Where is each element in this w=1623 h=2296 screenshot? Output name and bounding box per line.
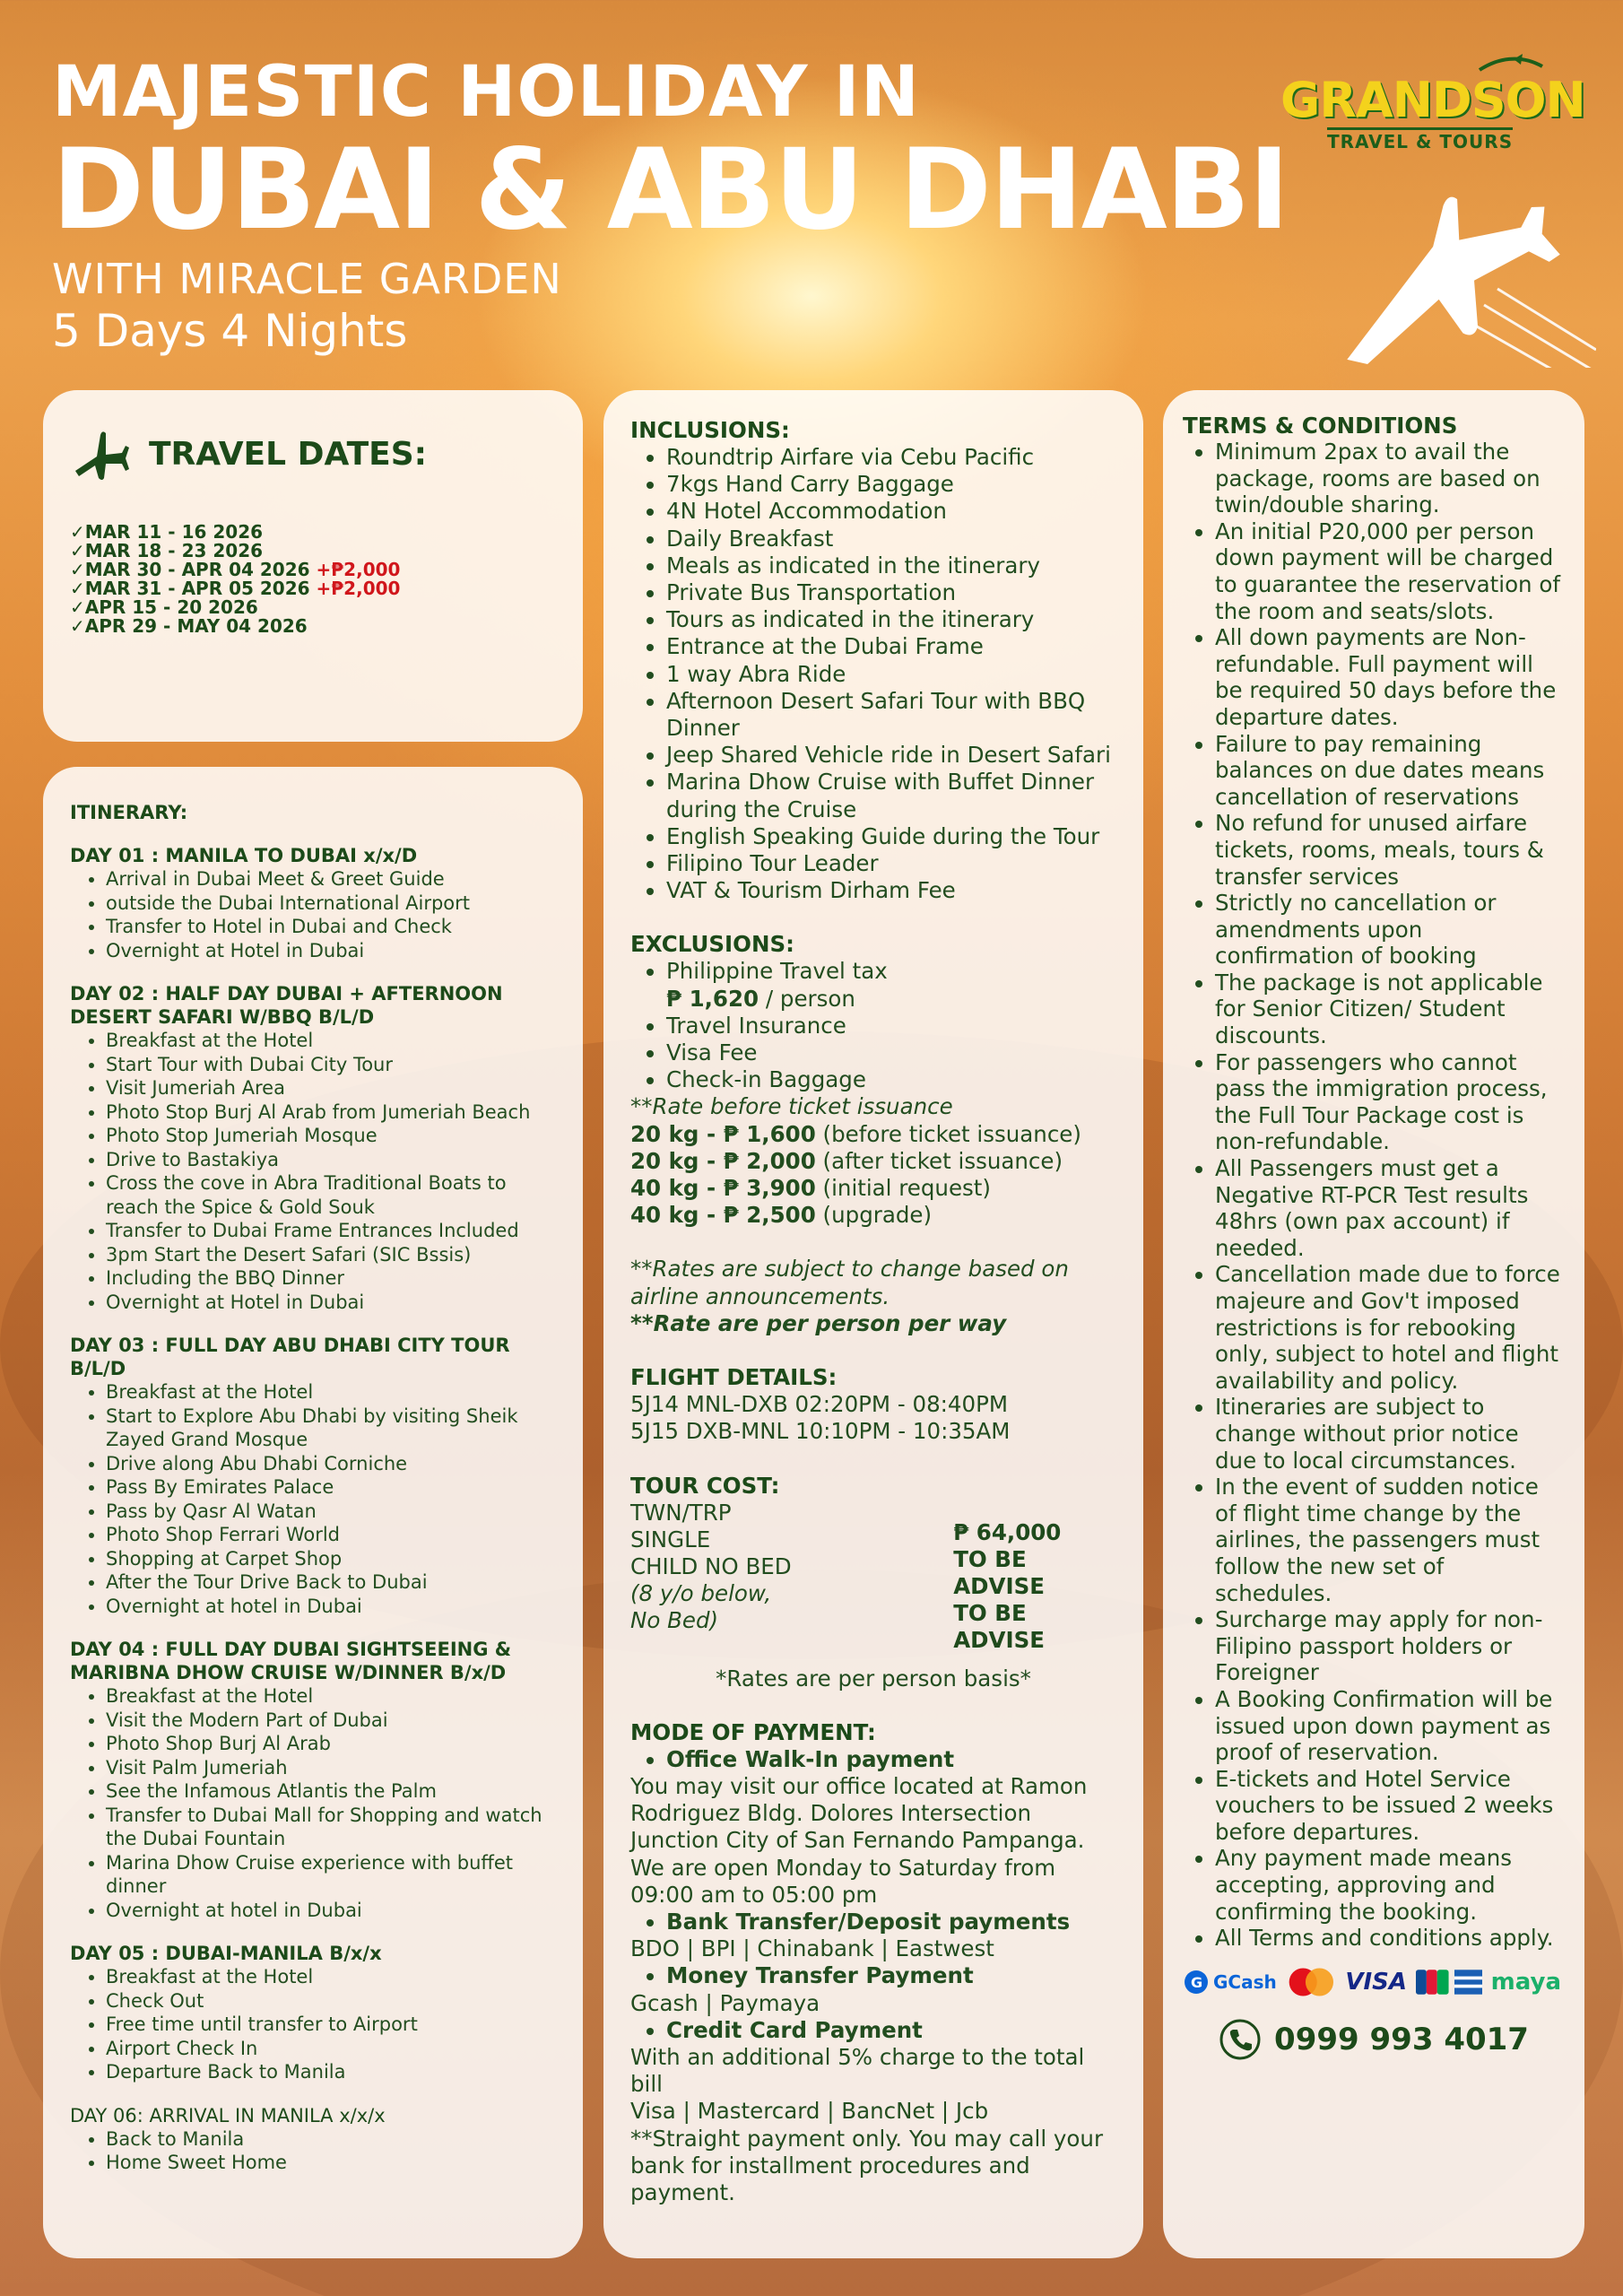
travel-date-item: ✓MAR 18 - 23 2026 xyxy=(70,540,264,561)
list-item: • All Passengers must get a Negative RT-PCR Test results 48hrs (own pax account) if needed. xyxy=(1215,1155,1565,1261)
payment-text: BDO | BPI | Chinabank | Eastwest xyxy=(630,1935,994,1962)
list-item: • Overnight at hotel in Dubai xyxy=(106,1595,556,1619)
list-item: • English Speaking Guide during the Tour xyxy=(666,823,1116,850)
list-item: • Breakfast at the Hotel xyxy=(106,1029,556,1053)
list-item: • The package is not applicable for Senior Citizen/ Student discounts. xyxy=(1215,970,1565,1049)
phone-number[interactable]: 0999 993 4017 xyxy=(1274,2021,1529,2057)
cost-price: TO BE ADVISE xyxy=(953,1545,1045,1599)
list-item: • Airport Check In xyxy=(106,2037,556,2061)
terms-panel xyxy=(1163,390,1584,2258)
list-item: • Breakfast at the Hotel xyxy=(106,1684,556,1709)
list-item: • Drive to Bastakiya xyxy=(106,1148,556,1172)
cost-label: SINGLE xyxy=(630,1526,711,1552)
contact-phone[interactable] xyxy=(1183,2018,1565,2061)
payment-method: • Money Transfer Payment xyxy=(666,1962,1116,1989)
list-item: • Minimum 2pax to avail the package, rooms are based on twin/double sharing. xyxy=(1215,439,1565,518)
logo-subtext: TRAVEL & TOURS xyxy=(1327,127,1513,152)
list-item: • Surcharge may apply for non-Filipino passport holders or Foreigner xyxy=(1215,1606,1565,1686)
list-item: • Transfer to Dubai Mall for Shopping and watch the Dubai Fountain xyxy=(106,1804,556,1851)
list-item: • Jeep Shared Vehicle ride in Desert Safari xyxy=(666,742,1116,769)
list-item: • Drive along Abu Dhabi Corniche xyxy=(106,1452,556,1476)
tour-cost-title: TOUR COST: xyxy=(630,1472,780,1499)
baggage-rate: 20 kg - ₱ 1,600 (before ticket issuance) xyxy=(630,1120,1081,1147)
list-item: • Visit Palm Jumeriah xyxy=(106,1756,556,1780)
list-item: • Strictly no cancellation or amendments upon confirmation of booking xyxy=(1215,890,1565,970)
payment-text: You may visit our office located at Ramon Rodriguez Bldg. Dolores Intersection Junction City of San Fernando Pampanga. We are open Monday to Saturday from 09:00 am to 05:00 pm xyxy=(630,1772,1088,1908)
payment-method: • Office Walk-In payment xyxy=(666,1746,1116,1773)
child-note: (8 y/o below, No Bed) xyxy=(630,1580,772,1634)
airplane-icon xyxy=(70,426,133,482)
svg-text:G: G xyxy=(1191,1973,1203,1991)
payment-text: With an additional 5% charge to the total bill xyxy=(630,2043,1085,2098)
visa-logo: VISA xyxy=(1345,1968,1408,1996)
list-item: • For passengers who cannot pass the immigration process, the Full Tour Package cost is non-refundable. xyxy=(1215,1049,1565,1155)
payment-title: MODE OF PAYMENT: xyxy=(630,1718,876,1745)
flight-line: 5J15 DXB-MNL 10:10PM - 10:35AM xyxy=(630,1418,1011,1445)
title-line4: 5 Days 4 Nights xyxy=(52,305,408,357)
list-item: • Free time until transfer to Airport xyxy=(106,2013,556,2037)
list-item: • Marina Dhow Cruise with Buffet Dinner during the Cruise xyxy=(666,769,1116,822)
list-item: • Entrance at the Dubai Frame xyxy=(666,633,1116,660)
itinerary-day xyxy=(70,1942,556,2084)
list-item: • Photo Shop Burj Al Arab xyxy=(106,1732,556,1756)
travel-dates-list xyxy=(70,523,556,636)
itinerary-day xyxy=(70,982,556,1314)
list-item: • A Booking Confirmation will be issued upon down payment as proof of reservation. xyxy=(1215,1686,1565,1766)
list-item: • Photo Stop Burj Al Arab from Jumeriah Beach xyxy=(106,1100,556,1125)
list-item: • Any payment made means accepting, approving and confirming the booking. xyxy=(1215,1845,1565,1925)
per-way-note: **Rate are per person per way xyxy=(630,1309,1007,1336)
itinerary-day xyxy=(70,844,556,962)
list-item: • Meals as indicated in the itinerary xyxy=(666,552,1116,579)
airplane-icon xyxy=(1309,188,1596,368)
list-item: • 4N Hotel Accommodation xyxy=(666,498,1116,525)
day-title: DAY 01 : MANILA TO DUBAI x/x/D xyxy=(70,845,418,866)
list-item: • Cross the cove in Abra Traditional Boats to reach the Spice & Gold Souk xyxy=(106,1171,556,1219)
list-item: • E-tickets and Hotel Service vouchers to be issued 2 weeks before departures. xyxy=(1215,1766,1565,1846)
payment-method: • Credit Card Payment xyxy=(666,2017,1116,2044)
itinerary-day xyxy=(70,2104,556,2175)
travel-date-item: ✓APR 29 - MAY 04 2026 xyxy=(70,615,308,637)
itinerary-day xyxy=(70,1334,556,1618)
list-item: • Photo Stop Jumeriah Mosque xyxy=(106,1124,556,1148)
flight-title: FLIGHT DETAILS: xyxy=(630,1364,838,1391)
tour-cost-table xyxy=(630,1500,1116,1655)
travel-date-item: ✓MAR 11 - 16 2026 xyxy=(70,521,264,543)
jcb-icon xyxy=(1416,1969,1449,1996)
list-item: • Start to Explore Abu Dhabi by visiting Sheik Zayed Grand Mosque xyxy=(106,1405,556,1452)
list-item: • Filipino Tour Leader xyxy=(666,850,1116,877)
list-item: • Back to Manila xyxy=(106,2127,556,2152)
list-item: • 1 way Abra Ride xyxy=(666,661,1116,688)
itinerary-panel xyxy=(43,767,583,2258)
maya-logo: maya xyxy=(1490,1968,1561,1996)
inclusions-title: INCLUSIONS: xyxy=(630,417,790,443)
list-item: • Visit the Modern Part of Dubai xyxy=(106,1709,556,1733)
cost-label: TWN/TRP xyxy=(630,1499,732,1526)
list-item: • Shopping at Carpet Shop xyxy=(106,1547,556,1571)
terms-title: TERMS & CONDITIONS xyxy=(1183,413,1458,439)
list-item: • Pass by Qasr Al Watan xyxy=(106,1500,556,1524)
list-item: • See the Infamous Atlantis the Palm xyxy=(106,1779,556,1804)
list-item: • Transfer to Dubai Frame Entrances Included xyxy=(106,1219,556,1243)
list-item: • Daily Breakfast xyxy=(666,526,1116,552)
list-item: • Overnight at hotel in Dubai xyxy=(106,1899,556,1923)
rates-basis-note: *Rates are per person basis* xyxy=(716,1665,1031,1692)
list-item: • Breakfast at the Hotel xyxy=(106,1380,556,1405)
list-item: • 3pm Start the Desert Safari (SIC Bssis) xyxy=(106,1243,556,1267)
gcash-logo: G GCash xyxy=(1183,1969,1280,1996)
logo-text: GRANDSON xyxy=(1280,72,1585,128)
phone-icon xyxy=(1219,2018,1262,2061)
payment-method: • Bank Transfer/Deposit payments xyxy=(666,1909,1116,1935)
list-item: • Start Tour with Dubai City Tour xyxy=(106,1053,556,1077)
travel-date-item: ✓MAR 30 - APR 04 2026 +₱2,000 xyxy=(70,559,401,580)
company-logo xyxy=(1273,54,1587,152)
flight-line: 5J14 MNL-DXB 02:20PM - 08:40PM xyxy=(630,1391,1008,1418)
travel-date-item: ✓APR 15 - 20 2026 xyxy=(70,596,258,618)
cost-price: ₱ 64,000 xyxy=(953,1518,1062,1545)
travel-dates-header xyxy=(70,426,556,482)
day-title: DAY 06: ARRIVAL IN MANILA x/x/x xyxy=(70,2104,386,2126)
list-item: • Check Out xyxy=(106,1989,556,2013)
list-item: • Roundtrip Airfare via Cebu Pacific xyxy=(666,444,1116,471)
bancnet-icon xyxy=(1454,1969,1482,1996)
travel-dates-panel xyxy=(43,390,583,742)
list-item: • Departure Back to Manila xyxy=(106,2060,556,2084)
list-item: • Photo Shop Ferrari World xyxy=(106,1523,556,1547)
title-line1: MAJESTIC HOLIDAY IN xyxy=(52,52,920,133)
payment-logos xyxy=(1183,1966,1565,1998)
list-item: • No refund for unused airfare tickets, rooms, meals, tours & transfer services xyxy=(1215,810,1565,890)
title-line3: WITH MIRACLE GARDEN xyxy=(52,255,562,303)
list-item: • outside the Dubai International Airport xyxy=(106,891,556,916)
list-item: • Visa Fee xyxy=(666,1039,1116,1066)
list-item: • Overnight at Hotel in Dubai xyxy=(106,1291,556,1315)
list-item: • Home Sweet Home xyxy=(106,2151,556,2175)
exclusions-list xyxy=(630,958,1116,1093)
day-title: DAY 03 : FULL DAY ABU DHABI CITY TOUR B/L/D xyxy=(70,1335,510,1379)
day-title: DAY 04 : FULL DAY DUBAI SIGHTSEEING & MARIBNA DHOW CRUISE W/DINNER B/x/D xyxy=(70,1639,512,1683)
itinerary-day xyxy=(70,1638,556,1922)
list-item: • Afternoon Desert Safari Tour with BBQ Dinner xyxy=(666,688,1116,742)
list-item: • Failure to pay remaining balances on due dates means cancellation of reservations xyxy=(1215,731,1565,811)
list-item: • Itineraries are subject to change without prior notice due to local circumstances. xyxy=(1215,1394,1565,1474)
cost-price: TO BE ADVISE xyxy=(953,1600,1045,1654)
payment-text: Gcash | Paymaya xyxy=(630,1989,820,2016)
payment-text: Visa | Mastercard | BancNet | Jcb xyxy=(630,2098,989,2125)
list-item: • Visit Jumeriah Area xyxy=(106,1076,556,1100)
list-item: • Pass By Emirates Palace xyxy=(106,1475,556,1500)
list-item: • After the Tour Drive Back to Dubai xyxy=(106,1570,556,1595)
list-item: • Cancellation made due to force majeure and Gov't imposed restrictions is for rebooking only, subject to hotel and flight availability and policy. xyxy=(1215,1261,1565,1394)
baggage-rate: 20 kg - ₱ 2,000 (after ticket issuance) xyxy=(630,1147,1063,1174)
list-item: • Including the BBQ Dinner xyxy=(106,1266,556,1291)
rate-note: **Rate before ticket issuance xyxy=(630,1093,953,1120)
cost-label: CHILD NO BED xyxy=(630,1552,792,1579)
list-item: • VAT & Tourism Dirham Fee xyxy=(666,877,1116,904)
details-panel xyxy=(603,390,1143,2258)
list-item: • Transfer to Hotel in Dubai and Check xyxy=(106,915,556,939)
list-item: • Tours as indicated in the itinerary xyxy=(666,606,1116,633)
list-item: • An initial P20,000 per person down payment will be charged to guarantee the reservation of the room and seats/slots. xyxy=(1215,518,1565,624)
day-title: DAY 05 : DUBAI-MANILA B/x/x xyxy=(70,1943,382,1964)
baggage-rate: 40 kg - ₱ 3,900 (initial request) xyxy=(630,1175,991,1202)
list-item: • Breakfast at the Hotel xyxy=(106,1965,556,1989)
list-item: • Check-in Baggage xyxy=(666,1066,1116,1093)
gcash-icon xyxy=(1183,1969,1210,1996)
list-item: • Arrival in Dubai Meet & Greet Guide xyxy=(106,867,556,891)
title-line2: DUBAI & ABU DHABI xyxy=(52,126,1289,255)
list-item: • All down payments are Non-refundable. Full payment will be required 50 days before the departure dates. xyxy=(1215,624,1565,730)
exclusions-title: EXCLUSIONS: xyxy=(630,931,794,958)
list-item: • Philippine Travel tax ₱ 1,620 / person xyxy=(666,958,1116,1012)
list-item: • 7kgs Hand Carry Baggage xyxy=(666,471,1116,498)
itinerary-title: ITINERARY: xyxy=(70,802,188,823)
list-item: • Overnight at Hotel in Dubai xyxy=(106,939,556,963)
list-item: • Travel Insurance xyxy=(666,1013,1116,1039)
list-item: • In the event of sudden notice of flight time change by the airlines, the passengers must follow the new set of schedules. xyxy=(1215,1474,1565,1606)
payment-text: **Straight payment only. You may call your bank for installment procedures and payment. xyxy=(630,2125,1104,2205)
travel-dates-title: TRAVEL DATES: xyxy=(149,435,428,473)
inclusions-list xyxy=(630,444,1116,904)
rate-change-note: **Rates are subject to change based on airline announcements. xyxy=(630,1256,1069,1309)
travel-date-item: ✓MAR 31 - APR 05 2026 +₱2,000 xyxy=(70,578,401,599)
list-item: • Marina Dhow Cruise experience with buffet dinner xyxy=(106,1851,556,1899)
baggage-rate: 40 kg - ₱ 2,500 (upgrade) xyxy=(630,1202,933,1229)
list-item: • All Terms and conditions apply. xyxy=(1215,1925,1565,1952)
mastercard-icon xyxy=(1286,1966,1337,1998)
list-item: • Private Bus Transportation xyxy=(666,579,1116,606)
terms-list xyxy=(1183,439,1565,1952)
day-title: DAY 02 : HALF DAY DUBAI + AFTERNOON DESERT SAFARI W/BBQ B/L/D xyxy=(70,983,503,1028)
